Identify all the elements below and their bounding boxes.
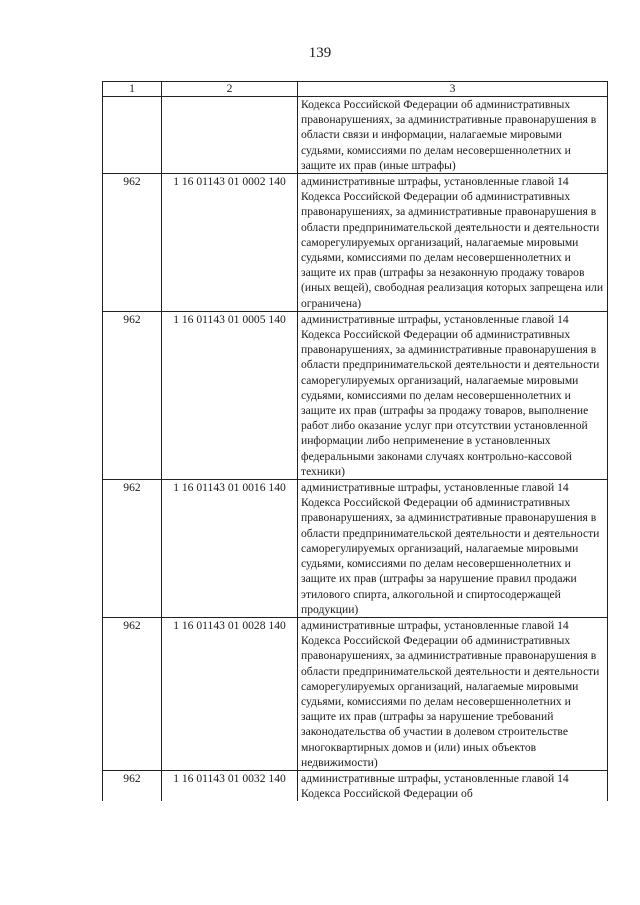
description-cell: административные штрафы, установленные главой 14 Кодекса Российской Федерации об административных правонарушениях, за административные правонарушения в области предпринимательской деятельности и деятельности саморегулируемых организаций, налагаемые мировыми судьями, комиссиями по делам несовершеннолетних и защите их прав (штрафы за продажу товаров, выполнение работ либо оказание услуг при отсутствии установленной информации либо неприменение в установленных федеральными законами случаях контрольно-кассовой техники)	[298, 311, 608, 479]
revenue-codes-table	[102, 81, 608, 801]
admin-code-cell: 962	[103, 480, 162, 618]
admin-code-cell: 962	[103, 617, 162, 770]
table-row	[103, 97, 608, 174]
budget-code-cell: 1 16 01143 01 0005 140	[162, 311, 298, 479]
admin-code-cell	[103, 97, 162, 174]
budget-code-cell	[162, 97, 298, 174]
table-row	[103, 480, 608, 618]
table-row	[103, 174, 608, 312]
budget-code-cell: 1 16 01143 01 0016 140	[162, 480, 298, 618]
description-cell: административные штрафы, установленные главой 14 Кодекса Российской Федерации об административных правонарушениях, за административные правонарушения в области предпринимательской деятельности и деятельности саморегулируемых организаций, налагаемые мировыми судьями, комиссиями по делам несовершеннолетних и защите их прав (штрафы за нарушение требований законодательства об участии в долевом строительстве многоквартирных домов и (или) иных объектов недвижимости)	[298, 617, 608, 770]
description-cell: административные штрафы, установленные главой 14 Кодекса Российской Федерации об	[298, 770, 608, 801]
admin-code-cell: 962	[103, 770, 162, 801]
column-header-1: 1	[103, 82, 162, 97]
admin-code-cell: 962	[103, 311, 162, 479]
table-header-row	[103, 82, 608, 97]
table-row	[103, 617, 608, 770]
column-header-3: 3	[298, 82, 608, 97]
description-cell: административные штрафы, установленные главой 14 Кодекса Российской Федерации об административных правонарушениях, за административные правонарушения в области предпринимательской деятельности и деятельности саморегулируемых организаций, налагаемые мировыми судьями, комиссиями по делам несовершеннолетних и защите их прав (штрафы за незаконную продажу товаров (иных вещей), свободная реализация которых запрещена или ограничена)	[298, 174, 608, 312]
description-cell: административные штрафы, установленные главой 14 Кодекса Российской Федерации об административных правонарушениях, за административные правонарушения в области предпринимательской деятельности и деятельности саморегулируемых организаций, налагаемые мировыми судьями, комиссиями по делам несовершеннолетних и защите их прав (штрафы за нарушение правил продажи этилового спирта, алкогольной и спиртосодержащей продукции)	[298, 480, 608, 618]
table-row	[103, 311, 608, 479]
admin-code-cell: 962	[103, 174, 162, 312]
description-cell: Кодекса Российской Федерации об административных правонарушениях, за административные правонарушения в области связи и информации, налагаемые мировыми судьями, комиссиями по делам несовершеннолетних и защите их прав (иные штрафы)	[298, 97, 608, 174]
page-number: 139	[308, 45, 332, 61]
budget-code-cell: 1 16 01143 01 0032 140	[162, 770, 298, 801]
budget-code-cell: 1 16 01143 01 0028 140	[162, 617, 298, 770]
budget-code-cell: 1 16 01143 01 0002 140	[162, 174, 298, 312]
column-header-2: 2	[162, 82, 298, 97]
table-row	[103, 770, 608, 801]
